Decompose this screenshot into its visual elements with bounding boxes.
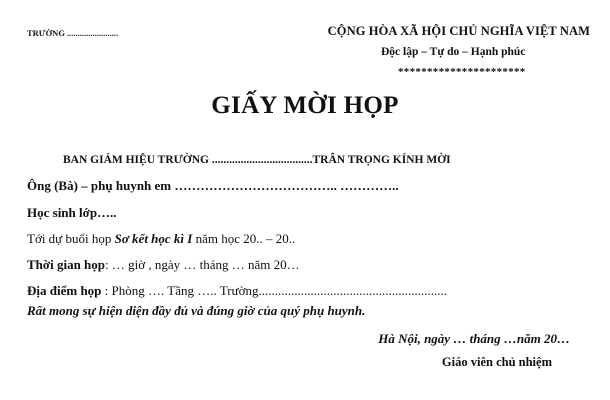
meeting-time-label: Thời gian họp [27,257,106,272]
national-title: CỘNG HÒA XÃ HỘI CHỦ NGHĨA VIỆT NAM [327,24,590,38]
document-title: GIẤY MỜI HỌP [211,92,399,119]
meeting-location-value: : Phòng …. Tầng ….. Trường.......................................................... [101,283,447,298]
meeting-time-value: : … giờ , ngày … tháng … năm 20… [105,257,300,272]
meeting-time-line [27,257,300,273]
meeting-purpose-line [27,231,295,247]
board-invitation-line: BAN GIÁM HIỆU TRƯỜNG ...................................TRÂN TRỌNG KÍNH MỜI [63,154,451,166]
place-and-date: Hà Nội, ngày … tháng …năm 20… [378,331,570,346]
parent-name-line [27,178,399,194]
student-class-line [27,205,117,221]
parent-name-text: Ông (Bà) – phụ huynh em ……………………………….. ………….. [27,178,399,193]
meeting-location-line [27,283,447,299]
signer-title: Giáo viên chủ nhiệm [441,355,552,369]
student-class-text: Học sinh lớp….. [27,205,117,220]
closing-remark: Rất mong sự hiện diện đầy đủ và đúng giờ của quý phụ huynh. [27,303,366,318]
national-motto: Độc lập – Tự do – Hạnh phúc [381,46,526,58]
meeting-prefix: Tới dự buổi họp [27,231,115,246]
header-star-divider: ********************** [398,66,526,78]
meeting-suffix: năm học 20.. – 20.. [192,231,296,246]
meeting-location-label: Địa điểm họp [27,283,102,298]
school-name-line: TRƯỜNG ........................ [27,28,119,38]
meeting-name: Sơ kết học kì I [114,231,193,246]
